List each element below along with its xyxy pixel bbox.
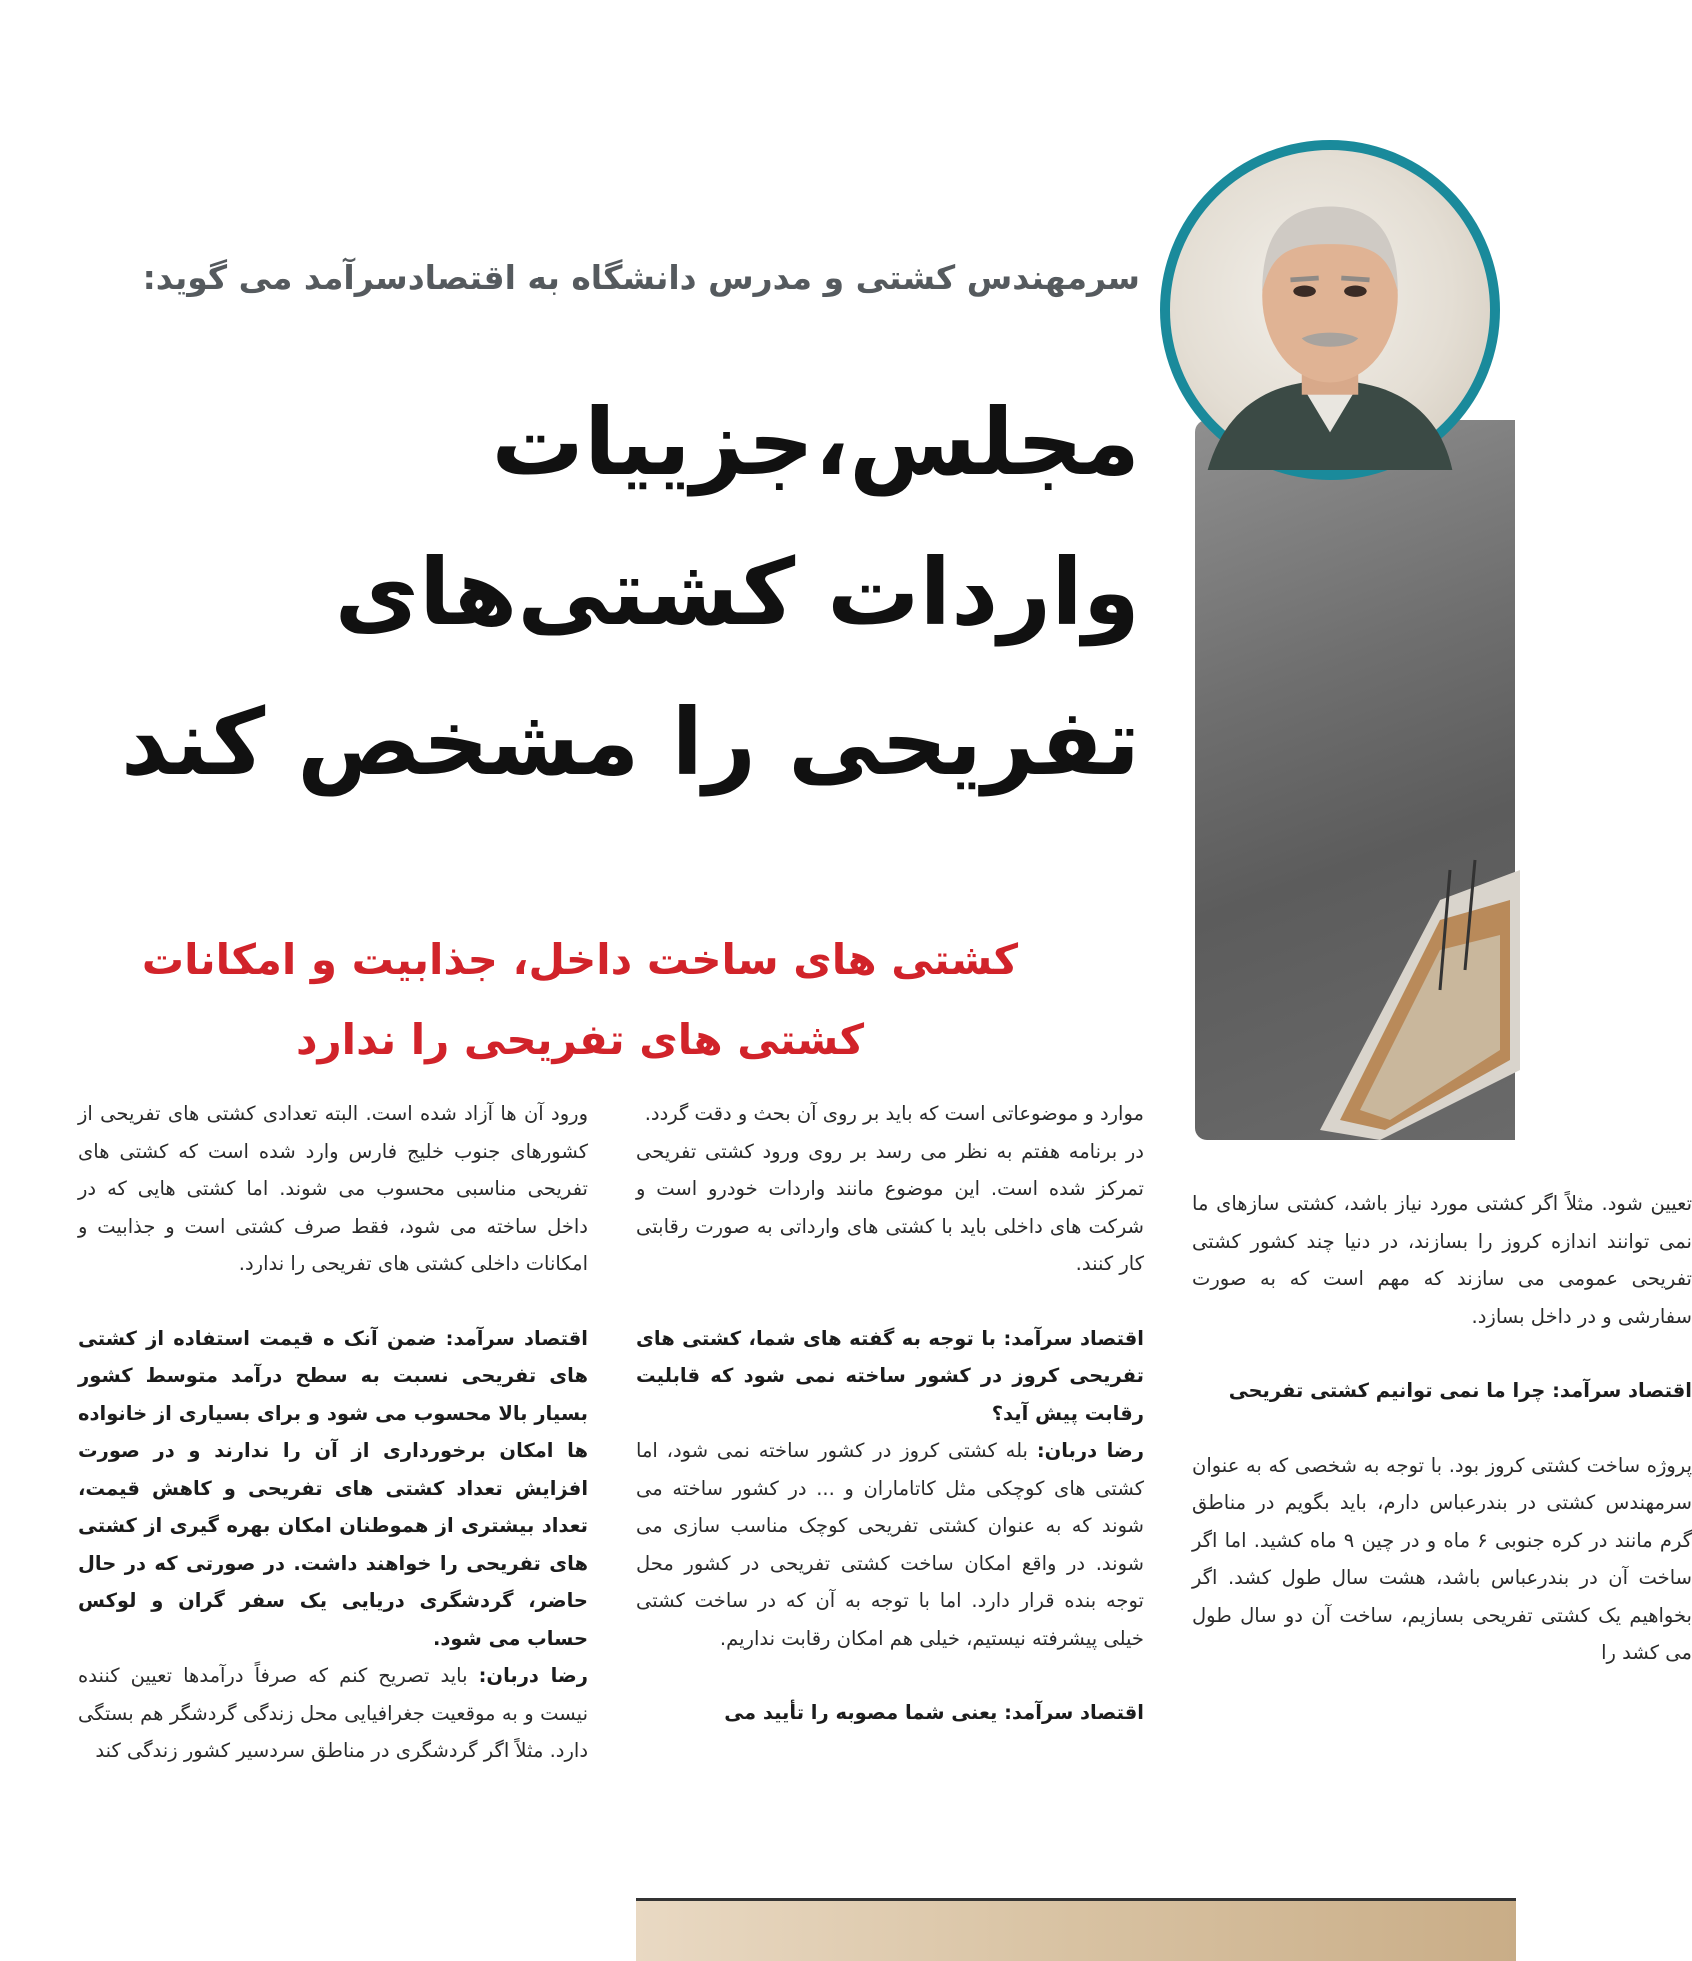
text-column-middle (636, 1095, 1144, 1855)
interview-answer (636, 1432, 1144, 1657)
headline-line: واردات کشتی‌های (334, 539, 1140, 646)
paragraph: تعیین شود. مثلاً اگر کشتی مورد نیاز باشد، کشتی سازهای ما نمی توانند اندازه کروز را بسازند، در دنیا چند کشور کشتی تفریحی عمومی می سازند که مهم است که به صورت سفارشی و در داخل بسازد. (1192, 1192, 1692, 1328)
interview-question: اقتصاد سرآمد: یعنی شما مصوبه را تأیید می (724, 1701, 1144, 1724)
subhead-line: کشتی های ساخت داخل، جذابیت و امکانات (141, 935, 1019, 984)
article-headline (60, 368, 1140, 818)
paragraph: ورود آن ها آزاد شده است. البته تعدادی کشتی های تفریحی از کشورهای جنوب خلیج فارس وارد شده است که کشتی های تفریحی مناسبی محسوب می شوند. اما کشتی هایی که در داخل ساخته می شود، فقط صرف کشتی است و جذابیت و امکانات داخلی کشتی های تفریحی را ندارد. (78, 1102, 588, 1275)
text-column-right (1192, 1185, 1692, 1850)
subhead-line: کشتی های تفریحی را ندارد (295, 1015, 865, 1064)
interview-question: اقتصاد سرآمد: چرا ما نمی توانیم کشتی تفریحی (1228, 1379, 1692, 1402)
speaker-name: رضا دربان: (478, 1664, 589, 1687)
speaker-name: رضا دربان: (1036, 1439, 1144, 1462)
portrait-illustration (1170, 150, 1490, 470)
author-portrait (1160, 140, 1500, 480)
paragraph: موارد و موضوعاتی است که باید بر روی آن بحث و دقت گردد. (644, 1102, 1144, 1125)
interview-answer (78, 1657, 588, 1770)
headline-line: تفریحی را مشخص کند (120, 689, 1140, 796)
article-subhead (80, 920, 1080, 1080)
interview-question: اقتصاد سرآمد: با توجه به گفته های شما، کشتی های تفریحی کروز در کشور ساخته نمی شود که قابلیت رقابت پیش آید؟ (636, 1326, 1144, 1425)
paragraph: پروژه ساخت کشتی کروز بود. با توجه به شخصی که به عنوان سرمهندس کشتی در بندرعباس دارم، باید بگویم در مناطق گرم مانند در کره جنوبی ۶ ماه و در چین ۹ ماه کشید. اما اگر ساخت آن در بندرعباس باشد، هشت سال طول کشد. اگر بخواهیم یک کشتی تفریحی بسازیم، ساخت آن دو سال طول می کشد را (1192, 1453, 1692, 1664)
bottom-photo (636, 1898, 1516, 1961)
interview-question: اقتصاد سرآمد: ضمن آنک ه قیمت استفاده از کشتی های تفریحی نسبت به سطح درآمد متوسط کشور بسیار بالا محسوب می شود و برای بسیاری از خانواده ها امکان برخورداری از آن را ندارند و در صورت افزایش تعداد کشتی های تفریحی و کاهش قیمت، تعداد بیشتری از هموطنان امکان بهره گیری از کشتی های تفریحی را خواهند داشت. در صورتی که در حال حاضر، گردشگری دریایی یک سفر گران و لوکس حساب می شود. (78, 1326, 588, 1650)
paragraph: در برنامه هفتم به نظر می رسد بر روی ورود کشتی تفریحی تمرکز شده است. این موضوع مانند واردات خودرو است و شرکت های داخلی باید با کشتی های وارداتی به صورت رقابتی کار کنند. (636, 1139, 1144, 1275)
answer-text: بله کشتی کروز در کشور ساخته نمی شود، اما کشتی های کوچکی مثل کاتاماران و ... در کشور ساخته می شوند که به عنوان کشتی تفریحی کوچک مناسب سازی می شوند. در واقع امکان ساخت کشتی تفریحی در کشور محل توجه بنده قرار دارد. اما با توجه به آن که در ساخت کشتی خیلی پیشرفته نیستیم، خیلی هم امکان رقابت نداریم. (636, 1439, 1144, 1650)
boat-illustration (1290, 840, 1520, 1140)
headline-line: مجلس،جزییات (491, 389, 1140, 496)
article-kicker: سرمهندس کشتی و مدرس دانشگاه به اقتصادسرآمد می گوید: (142, 258, 1140, 297)
text-column-left (78, 1095, 588, 1946)
boat-photo (1195, 420, 1515, 1140)
answer-text: باید تصریح کنم که صرفاً درآمدها تعیین کننده نیست و به موقعیت جغرافیایی محل زندگی گردشگر هم بستگی دارد. مثلاً اگر گردشگری در مناطق سردسیر کشور زندگی کند (78, 1664, 588, 1762)
